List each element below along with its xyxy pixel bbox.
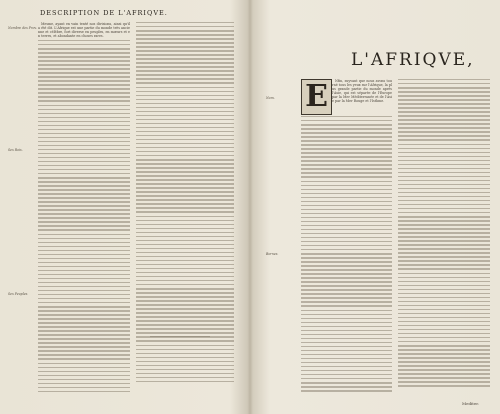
right-column-1	[301, 116, 392, 400]
left-margin-note-3: Ses Peuples.	[8, 292, 29, 296]
right-page	[252, 0, 500, 414]
right-opening-text	[332, 79, 392, 113]
left-footnote-rule	[150, 336, 210, 337]
left-running-head: DESCRIPTION DE L'AFRIQVE.	[40, 9, 168, 17]
right-catchword: Mediter.	[462, 401, 480, 406]
left-opening-paragraph: Mesme, ayant en vain tenté nos divisions, ainsi qu'il a été dit. L'Afrique est une partie du monde très ancienne et célèbre, fort diverse en peuples, en mœurs et en terres, et abondante en choses rares.	[38, 22, 130, 39]
left-margin-note-1: Nombre des Prov.	[8, 26, 37, 30]
left-margin-note-2: Ses Rois.	[8, 148, 23, 152]
right-column-2	[398, 79, 490, 400]
drop-cap-letter: E	[305, 79, 328, 114]
left-page	[0, 0, 248, 414]
right-margin-note-2: Bornes.	[266, 252, 279, 256]
left-column-2	[136, 22, 234, 400]
left-column-1	[38, 40, 130, 400]
right-margin-note-1: Nom.	[266, 96, 275, 100]
right-opening-paragraph: Nfin, suyvant que nous avons tourné tous les yeux sur l'Afrique, la plus grande partie du monde après l'Asie, qui est séparée de l'Europe par la Mer Méditerranée et de l'Asie par la Mer Rouge et l'Isthme.	[332, 79, 392, 104]
chapter-title: L'AFRIQVE,	[351, 50, 475, 70]
decorated-initial	[301, 79, 332, 115]
left-col-1-intro	[38, 22, 130, 40]
